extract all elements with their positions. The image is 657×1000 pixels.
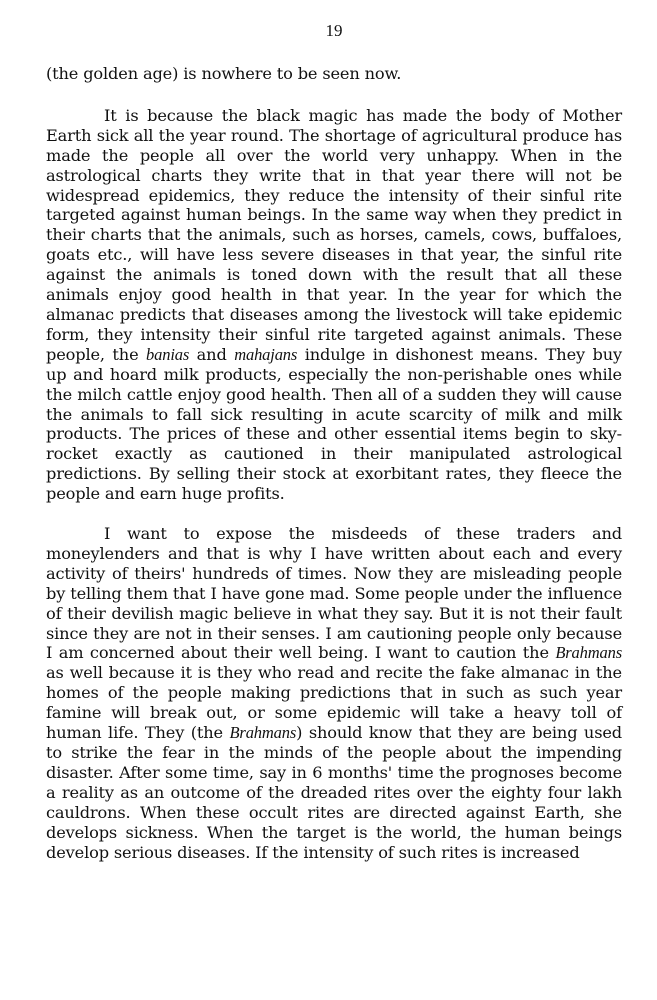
term-brahmans: Brahmans bbox=[555, 643, 622, 663]
paragraph-text: as well because it is they who read and recite the fake almanac in the homes of the people making predictions that in such as such year famine will break out, or some epidemic will take a heavy toll of human life. They (the bbox=[46, 663, 622, 743]
paragraph-text: indulge in dishonest means. They buy up and hoard milk products, especially the non-perishable ones while the milch cattle enjoy good health. Then all of a sudden they will cause the animals to fall sick resulting in acute scarcity of milk and milk products. The prices of these and other essential items begin to sky-rocket exactly as cautioned in their manipulated astrological predictions. By selling their stock at exorbitant rates, they fleece the people and earn huge profits. bbox=[46, 344, 623, 504]
paragraph-text: and bbox=[189, 344, 235, 364]
term-brahmans: Brahmans bbox=[229, 723, 297, 743]
paragraph-continuation: (the golden age) is nowhere to be seen now. bbox=[46, 64, 402, 83]
term-banias: banias bbox=[146, 344, 190, 364]
paragraph-text: ) should know that they are being used to strike the fear in the minds of the people about the impending disaster. After some time, say in 6 months' time the prognoses become a reality as an outcome of the dreaded rites over the eighty four lakh cauldrons. When these occult rites are directed against Earth, she develops sickness. When the target is the world, the human beings develop serious diseases. If the intensity of such rites is increased bbox=[46, 723, 622, 862]
document-page bbox=[46, 20, 622, 862]
paragraph-expose-misdeeds bbox=[46, 524, 622, 862]
term-mahajans: mahajans bbox=[234, 344, 298, 364]
paragraph-text: It is because the black magic has made the body of Mother Earth sick all the year round. The shortage of agricultural produce has made the people all over the world very unhappy. When in the astrological charts they write that in that year there will not be widespread epidemics, they reduce the intensity of their sinful rite targeted against human beings. In the same way when they predict in their charts that the animals, such as horses, camels, cows, buffaloes, goats etc., will have less severe diseases in that year, the sinful rite against the animals is toned down with the result that all these animals enjoy good health in that year. In the year for which the almanac predicts that diseases among the livestock will take epidemic form, they intensity their sinful rite targeted against animals. These people, the bbox=[46, 105, 622, 364]
page-number: 19 bbox=[325, 21, 343, 40]
paragraph-black-magic bbox=[46, 106, 622, 504]
paragraph-text: I want to expose the misdeeds of these traders and moneylenders and that is why I have written about each and every activity of theirs' hundreds of times. Now they are misleading people by telling them that I have gone mad. Some people under the influence of their devilish magic believe in what they say. But it is not their fault since they are not in their senses. I am cautioning people only because I am concerned about their well being. I want to caution the bbox=[46, 524, 622, 663]
